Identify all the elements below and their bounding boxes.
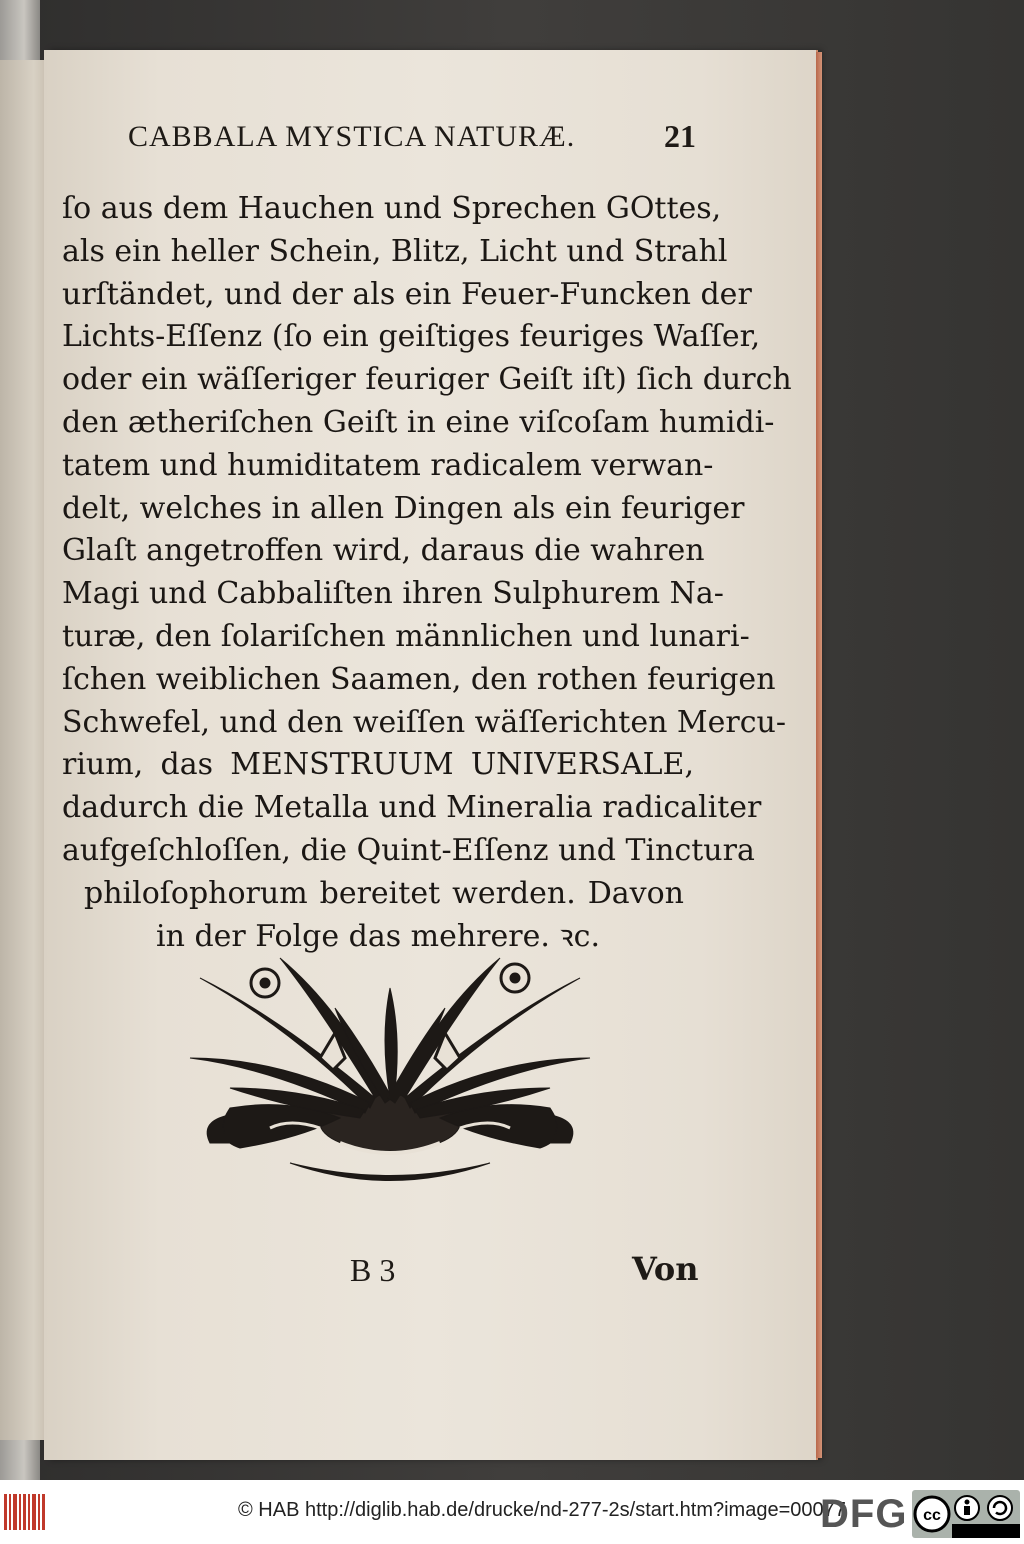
page-number: 21 [664,118,696,154]
attribution-link[interactable]: © HAB http://diglib.hab.de/drucke/nd-277-2s/start.htm?image=00077 [238,1499,846,1521]
page-red-edge [816,52,822,1458]
text-line: Glaſt angetroffen wird, daraus die wahren [62,533,705,569]
text-line: aufgeſchloſſen, die Quint-Eſſenz und Tinctura [62,832,755,868]
text-line: delt, welches in allen Dingen als ein feuriger [62,490,745,526]
text-line: turæ, den ſolariſchen männlichen und lunari- [62,618,750,654]
text-line: tatem und humiditatem radicalem verwan- [62,447,714,483]
text-line: Lichts-Eſſenz (ſo ein geiſtiges feuriges Waſſer, [62,319,761,355]
text-line: dadurch die Metalla und Mineralia radicaliter [62,790,762,826]
by-icon [955,1496,979,1520]
text-line: Schwefel, und den weiſſen wäſſerichten Mercu- [62,704,786,740]
sa-icon [988,1496,1012,1520]
text-line: ſchen weiblichen Saamen, den rothen feurigen [62,661,776,697]
text-line: in der Folge das mehrere. ꝛc. [156,918,600,954]
svg-text:cc: cc [923,1507,941,1524]
floral-ornament-icon [170,948,610,1198]
barcode-icon [4,1490,48,1534]
running-head: CABBALA MYSTICA NATURÆ. [128,120,576,153]
text-line: den ætheriſchen Geiſt in eine viſcoſam humidi- [62,404,775,440]
license-badge[interactable] [912,1490,1020,1538]
text-line: oder ein wäſſeriger feuriger Geiſt iſt) ſich durch [62,362,792,398]
text-line: urſtändet, und der als ein Feuer-Funcken der [62,276,752,312]
text-line: Magi und Cabbaliſten ihren Sulphurem Na- [62,576,724,612]
text-line: philoſophorum bereitet werden. Davon [84,875,684,911]
text-line: als ein heller Schein, Blitz, Licht und Strahl [62,233,728,269]
dfg-logo: DFG [820,1492,908,1536]
catchword: Von [632,1250,699,1288]
signature-mark: B 3 [350,1252,396,1288]
cc-icon [915,1497,949,1531]
body-text [62,188,792,958]
previous-page-edge [0,60,48,1440]
text-line: ſo aus dem Hauchen und Sprechen GOttes, [62,191,722,226]
text-line: rium, das MENSTRUUM UNIVERSALE, [62,747,694,783]
